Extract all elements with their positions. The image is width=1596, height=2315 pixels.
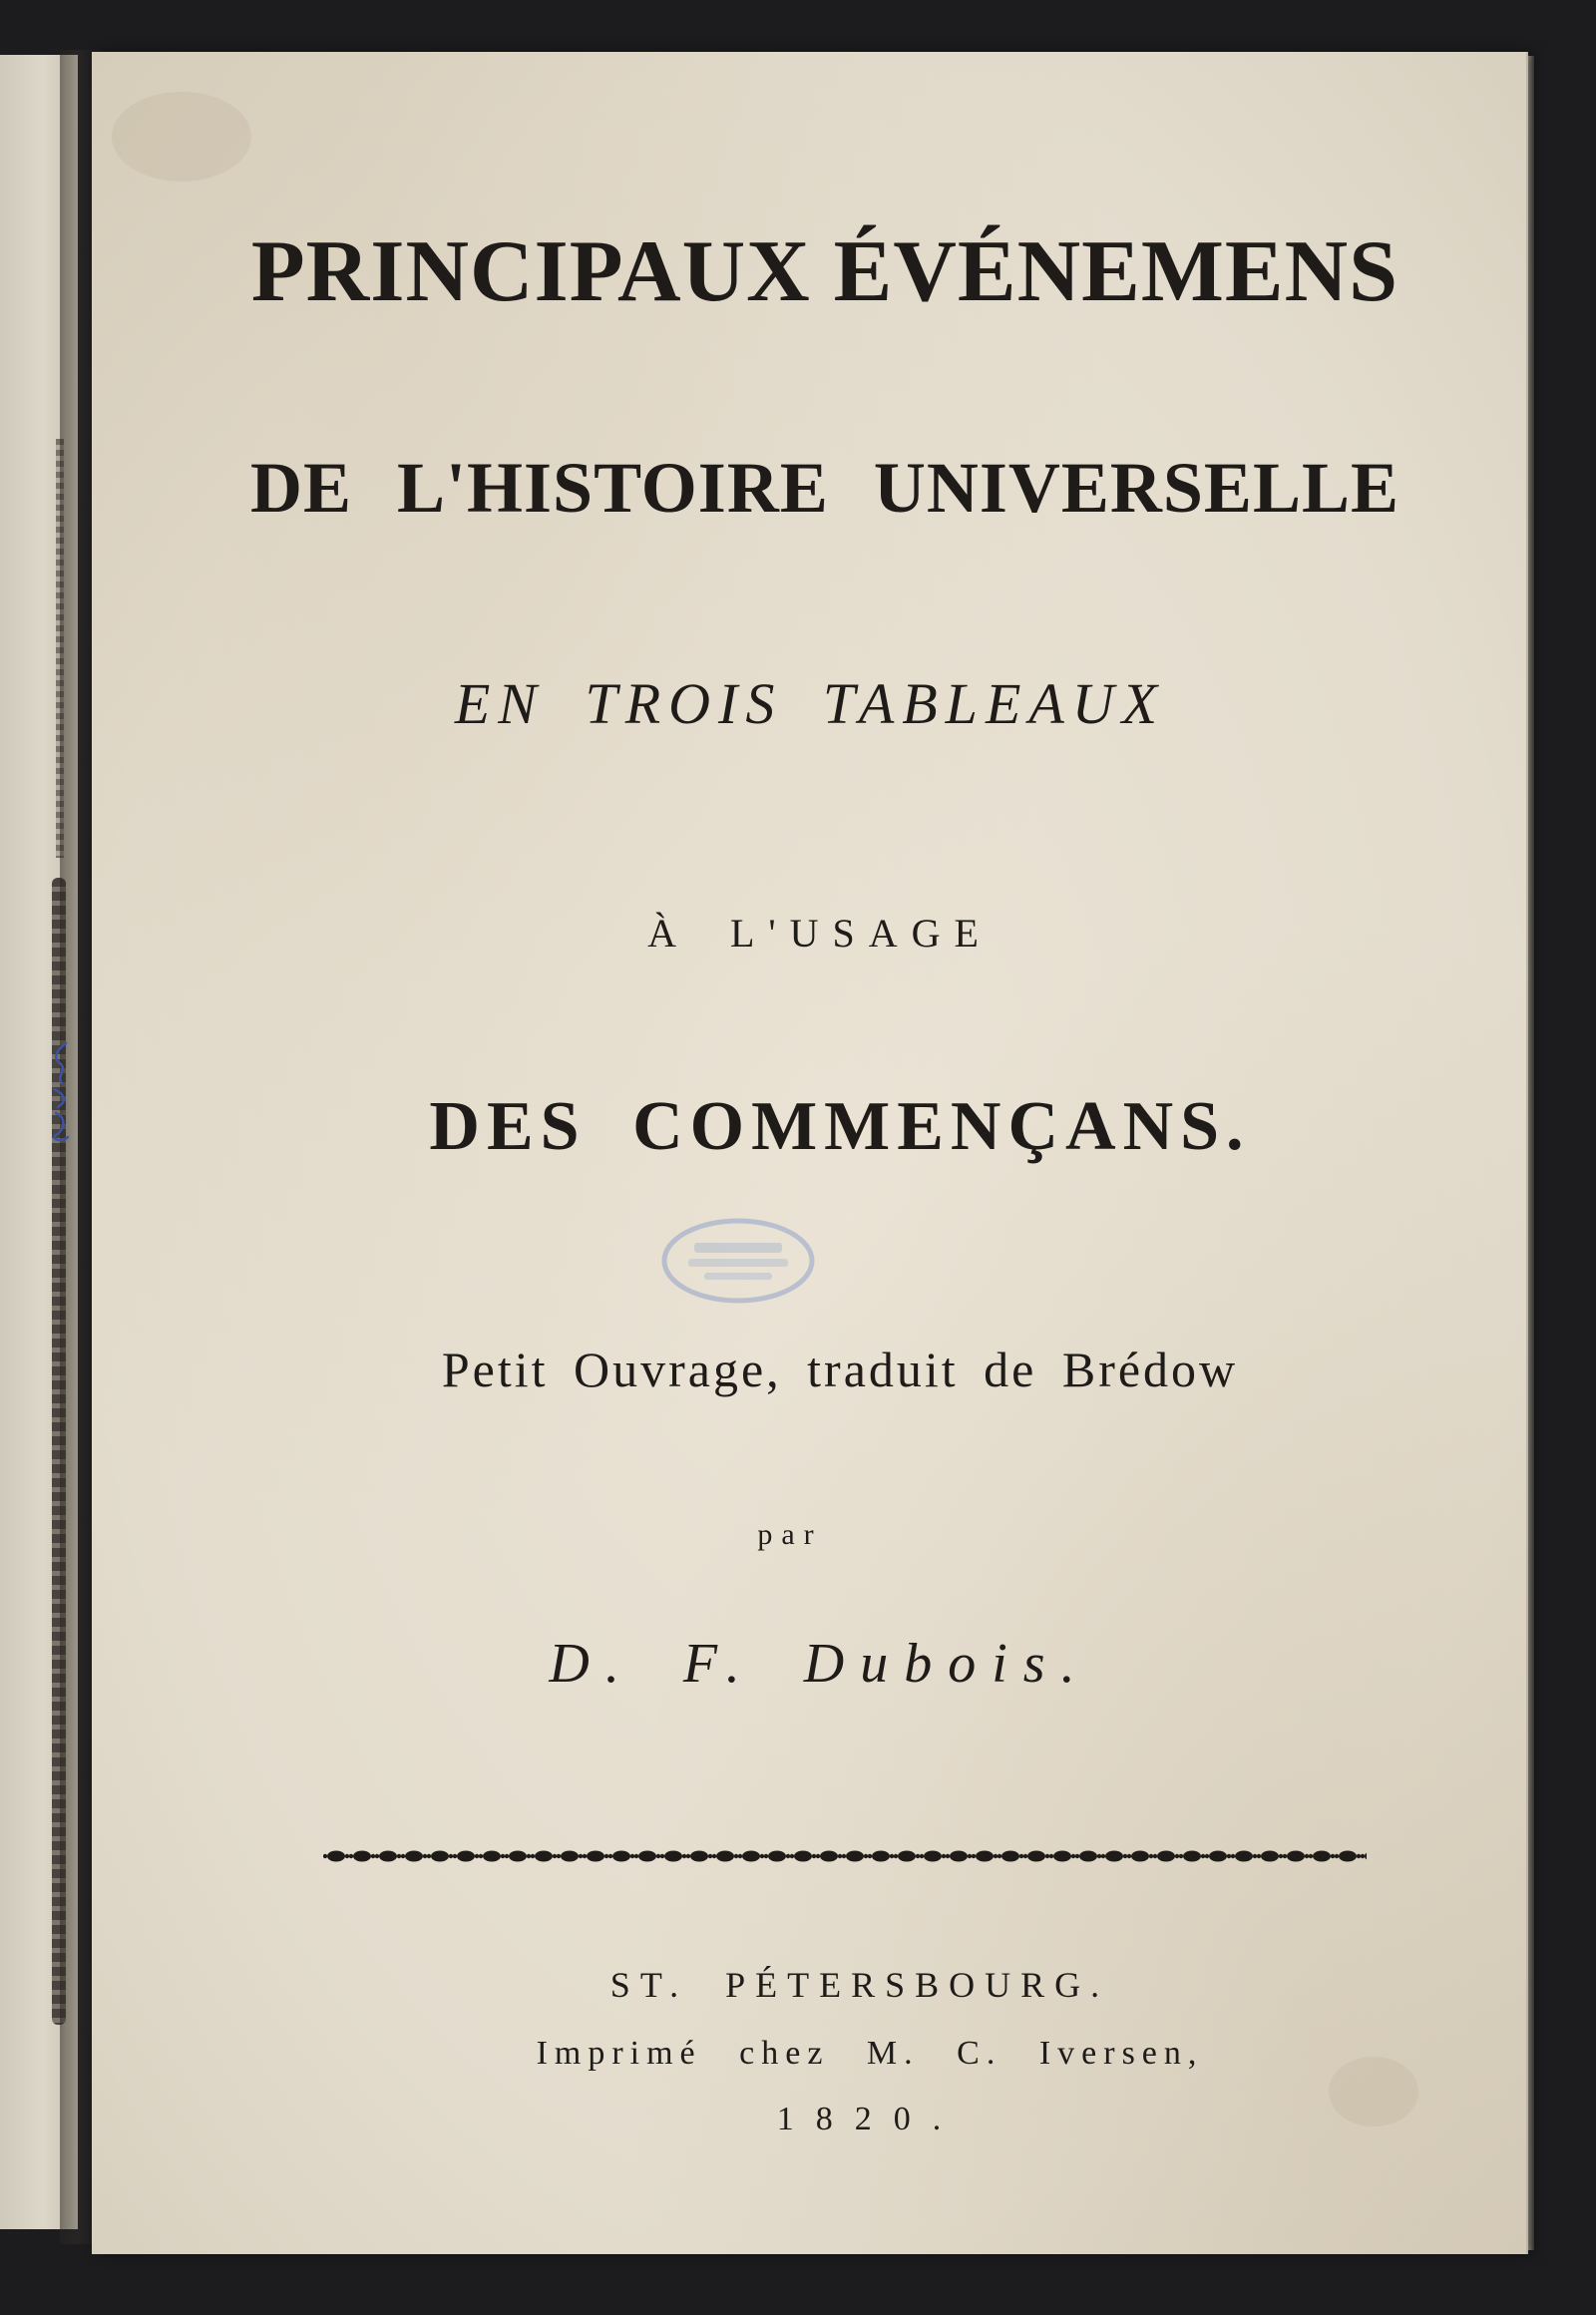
foxing-stain <box>112 92 251 182</box>
by-line: par <box>757 1518 823 1551</box>
title-page <box>92 52 1526 2254</box>
typographic-ornament-rule <box>323 1845 1367 1867</box>
description: Petit Ouvrage, traduit de Brédow <box>441 1342 1239 1397</box>
library-stamp <box>658 1215 818 1307</box>
usage-line: À L'USAGE <box>647 911 993 956</box>
handwritten-shelf-mark <box>40 1037 80 1147</box>
imprint-city: ST. PÉTERSBOURG. <box>609 1965 1110 2005</box>
title-line-1: PRINCIPAUX ÉVÉNEMENS <box>250 223 1399 320</box>
imprint-year: 1820. <box>776 2101 964 2137</box>
author-name: D. F. Dubois. <box>549 1633 1091 1695</box>
subtitle: EN TROIS TABLEAUX <box>454 671 1166 736</box>
title-line-2: DE L'HISTOIRE UNIVERSELLE <box>249 448 1400 528</box>
imprint-printer: Imprimé chez M. C. Iversen, <box>536 2035 1204 2072</box>
audience-line: DES COMMENÇANS. <box>429 1088 1251 1165</box>
